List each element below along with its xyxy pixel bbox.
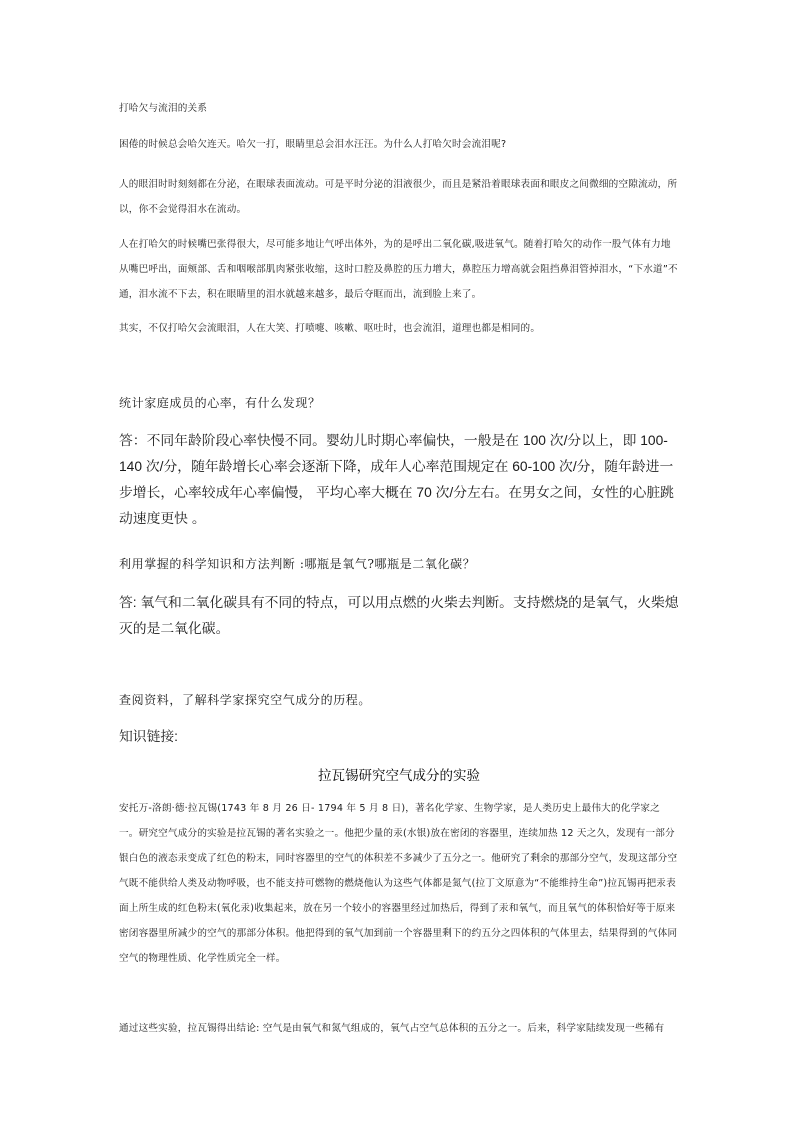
gas-question: 利用掌握的科学知识和方法判断 :哪瓶是氧气?哪瓶是二氧化碳？ [119, 557, 476, 571]
article-title: 拉瓦锡研究空气成分的实验 [318, 768, 480, 784]
lavoisier-paragraph: 安托万-洛朗·德·拉瓦锡(1743 年 8 月 26 日- 1794 年 5 月 8 日)，著名化学家、生物学家，是人类历史上最伟大的化学家之一。研究空气成分的实验是拉瓦锡的著名实验之一。他把少量的汞(水银)放在密闭的容器里，连续加热 12 天之久，发现有一部分银白色的液态汞变成了红色的粉末，同时容器里的空气的体积差不多减少了五分之一。他研究了剩余的那部分空气，发现这部分空气既不能供给人类及动物呼吸，也不能支持可燃物的燃烧他认为这些气体都是氮气(拉丁文原意为“不能维持生命”)拉瓦锡再把汞表面上所生成的红色粉末(氧化汞)收集起来，放在另一个较小的容器里经过加热后，得到了汞和氧气，而且氧气的体积恰好等于原来密闭容器里所减少的空气的那部分体积。他把得到的氧气加到前一个容器里剩下的约五分之四体积的气体里去，结果得到的气体同空气的物理性质、化学性质完全一样。 [119, 803, 678, 964]
heart-rate-question: 统计家庭成员的心率，有什么发现？ [119, 396, 321, 410]
knowledge-link-label: 知识链接: [119, 729, 179, 744]
yawn-mechanism-paragraph: 人在打哈欠的时候嘴巴张得很大，尽可能多地让气呼出体外，为的是呼出二氧化碳,吸进氧气。随着打哈欠的动作一股气体有力地从嘴巴呼出，面颊部、舌和咽喉部肌肉紧张收缩，这时口腔及鼻腔的压力增大，鼻腔压力增高就会阻挡鼻泪管掉泪水，“下水道”不通，泪水流不下去，积在眼睛里的泪水就越来越多，最后夺眶而出，流到脸上来了。 [119, 239, 678, 300]
tears-paragraph: 人的眼泪时时刻刻都在分泌，在眼球表面流动。可是平时分泌的泪液很少，而且是紧沿着眼球表面和眼皮之间微细的空隙流动，所以，你不会觉得泪水在流动。 [119, 179, 678, 215]
research-prompt: 查阅资料，了解科学家探究空气成分的历程。 [119, 693, 372, 707]
heart-rate-answer: 答：不同年龄阶段心率快慢不同。婴幼儿时期心率偏快，一般是在 100 次/分以上，即 100-140 次/分，随年龄增长心率会逐渐下降，成年人心率范围规定在 60-100 次/分，随年龄进一步增长，心率较成年心率偏慢， 平均心率大概在 70 次/分左右。在男女之间，女性的心脏跳动速度更快 。 [119, 433, 674, 526]
gas-answer: 答: 氧气和二氧化碳具有不同的特点，可以用点燃的火柴去判断。支持燃烧的是氧气，火柴熄灭的是二氧化碳。 [119, 595, 679, 636]
lavoisier-conclusion: 通过这些实验，拉瓦锡得出结论: 空气是由氧气和氮气组成的，氧气占空气总体积的五分之一。后来，科学家陆续发现一些稀有 [119, 1023, 665, 1034]
section-title-yawn: 打哈欠与流泪的关系 [119, 103, 208, 114]
intro-paragraph: 困倦的时候总会哈欠连天。哈欠一打，眼睛里总会泪水汪汪。为什么人打哈欠时会流泪呢? [119, 139, 507, 150]
conclusion-paragraph: 其实，不仅打哈欠会流眼泪，人在大笑、打喷嚏、咳嗽、呕吐时，也会流泪，道理也都是相同的。 [119, 323, 541, 334]
